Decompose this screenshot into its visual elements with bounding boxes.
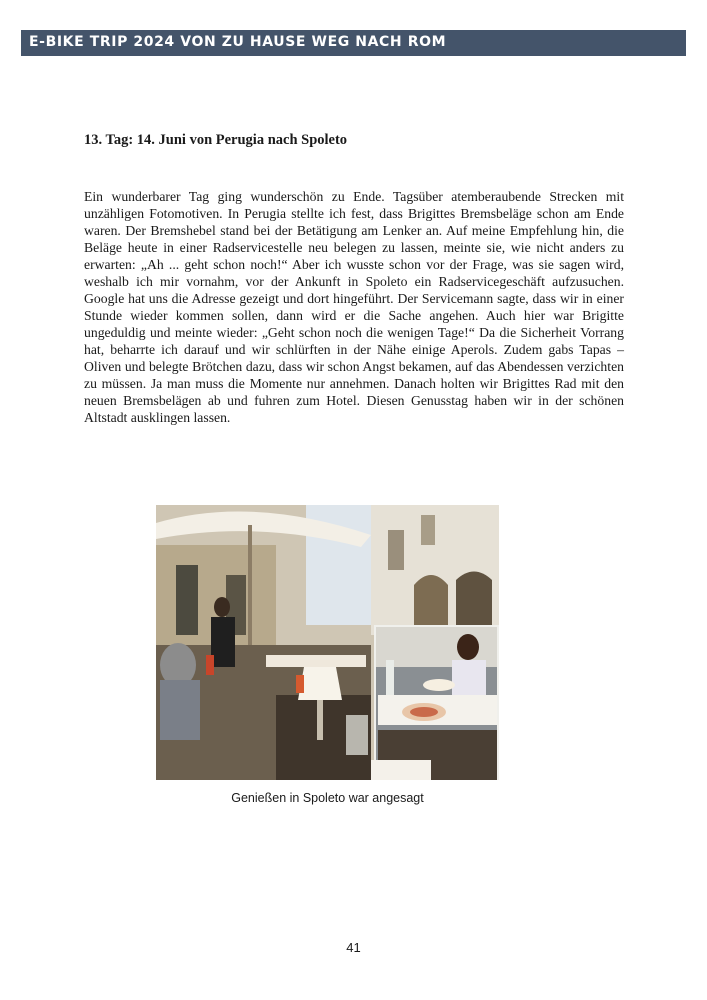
body-paragraph: Ein wunderbarer Tag ging wunderschön zu Ende. Tagsüber atemberaubende Strecken mit unzähligen Fotomotiven. In Perugia stellte ich fest, dass Brigittes Bremsbeläge schon am Ende waren. Der Bremshebel stand bei der Betätigung am Lenker an. Auf meine Empfehlung hin, die Beläge heute in einer Radservicestelle neu belegen zu lassen, meinte sie, wie nicht anders zu erwarten: „Ah ... geht schon noch!“ Aber ich wusste schon vor der Frage, was sie sagen wird, weshalb ich mir vornahm, vor der Ankunft in Spoleto ein Radservicegeschäft aufzusuchen. Google hat uns die Adresse gezeigt und dort hingeführt. Der Servicemann sagte, dass wir in einer Stunde wieder kommen sollen, dann wird er die Sache angehen. Auch hier war Brigitte ungeduldig und meinte wieder: „Geht schon noch die wenigen Tage!“ Da die Sicherheit Vorrang hat, beharrte ich darauf und wir schlürften in der Nähe einige Aperols. Zudem gabs Tapas – Oliven und belegte Brötchen dazu, dass wir schon Angst bekamen, auf das Abendessen verzichten zu müssen. Ja man muss die Momente nur annehmen. Danach holten wir Brigittes Rad mit den neuen Bremsbelägen ab und fuhren zum Hotel. Diesen Genusstag haben wir in der schönen Altstadt ausklingen lassen. bbox=[84, 189, 624, 425]
photo-collage bbox=[156, 505, 499, 780]
document-title: E-BIKE TRIP 2024 VON ZU HAUSE WEG NACH ROM bbox=[29, 34, 447, 50]
chapter-heading: 13. Tag: 14. Juni von Perugia nach Spoleto bbox=[84, 132, 348, 148]
page-number: 41 bbox=[346, 940, 361, 955]
photo-collage-graphic bbox=[156, 505, 499, 780]
photo-caption: Genießen in Spoleto war angesagt bbox=[231, 791, 424, 805]
header-bar bbox=[21, 30, 686, 56]
